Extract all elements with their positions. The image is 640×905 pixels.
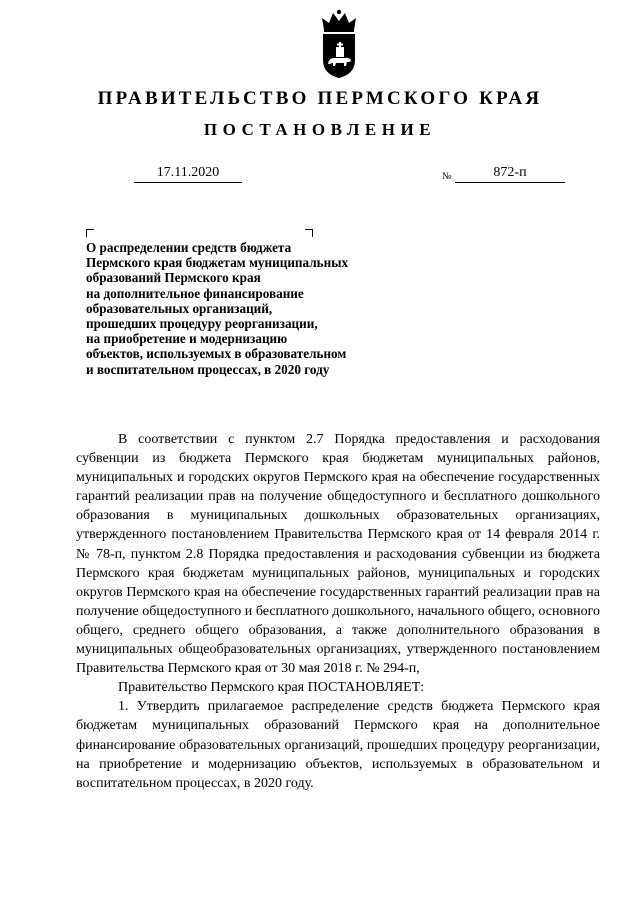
document-number: 872-п bbox=[455, 164, 565, 183]
government-title: ПРАВИТЕЛЬСТВО ПЕРМСКОГО КРАЯ bbox=[97, 88, 543, 109]
preamble-paragraph: В соответствии с пунктом 2.7 Порядка предоставления и расходования субвенции из бюджета Пермского края бюджетам муниципальных районов, муниципальных и городских округов Пермского края на обеспечение государственных гарантий реализации прав на получение общедоступного и бесплатного дошкольного образования в муниципальных дошкольных образовательных организациях, утвержденного постановлением Правительства Пермского края от 14 февраля 2014 г. № 78-п, пунктом 2.8 Порядка предоставления и расходования субвенции из бюджета Пермского края бюджетам муниципальных районов, муниципальных и городских округов Пермского края на обеспечение государственных гарантий реализации прав на получение общедоступного и бесплатного дошкольного, начального общего, основного общего, среднего общего образования, а также дополнительного образования в муниципальных общеобразовательных организациях, утвержденного постановлением Правительства Пермского края от 30 мая 2018 г. № 294-п, bbox=[76, 432, 600, 677]
item-1-paragraph: 1. Утвердить прилагаемое распределение средств бюджета Пермского края бюджетам муниципальных образований Пермского края на дополнительное финансирование образовательных организаций, прошедших процедуру реорганизации, на приобретение и модернизацию объектов, используемых в образовательном и воспитательном процессах, в 2020 году. bbox=[76, 699, 600, 791]
document-date: 17.11.2020 bbox=[134, 164, 242, 183]
subject-line: на дополнительное финансирование bbox=[86, 285, 304, 301]
number-sign: № bbox=[442, 171, 452, 182]
coat-of-arms-icon bbox=[318, 8, 360, 80]
subject-corner-left bbox=[86, 229, 94, 237]
subject-line: О распределении средств бюджета bbox=[86, 240, 292, 255]
document-type: ПОСТАНОВЛЕНИЕ bbox=[203, 120, 437, 139]
subject-corner-right bbox=[305, 229, 313, 237]
subject-line: объектов, используемых в образовательном bbox=[86, 346, 347, 362]
subject-line: образований Пермского края bbox=[86, 270, 261, 286]
subject-line: Пермского края бюджетам муниципальных bbox=[86, 255, 349, 271]
subject-line: прошедших процедуру реорганизации, bbox=[86, 316, 318, 332]
resolves-paragraph: Правительство Пермского края ПОСТАНОВЛЯЕТ: bbox=[118, 680, 425, 696]
document-body bbox=[76, 430, 600, 793]
subject-line: на приобретение и модернизацию bbox=[86, 331, 288, 347]
subject-line: и воспитательном процессах, в 2020 году bbox=[86, 361, 330, 377]
subject-line: образовательных организаций, bbox=[86, 300, 273, 316]
document-subject bbox=[86, 240, 416, 377]
